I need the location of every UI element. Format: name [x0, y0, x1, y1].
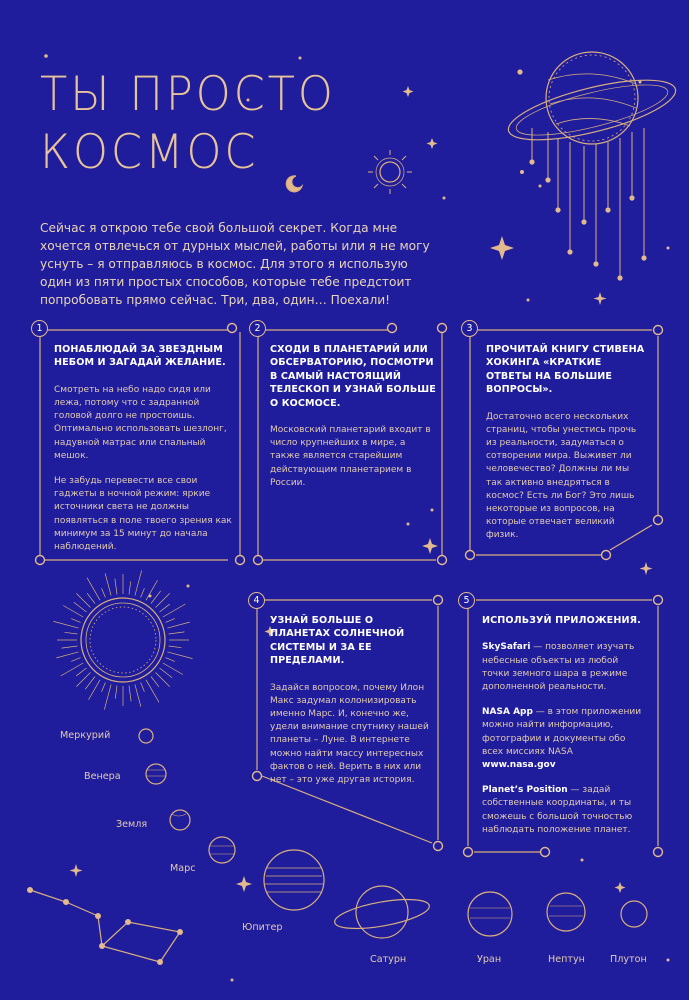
small-sun-icon	[368, 150, 412, 194]
app-nasa-name: NASA App	[482, 707, 533, 718]
sun-ray	[163, 604, 186, 617]
sun-ray	[135, 570, 142, 595]
sun-ray	[53, 621, 78, 628]
sun-ray	[167, 652, 192, 659]
title-line-2: КОСМОС	[40, 125, 259, 180]
tip-5	[482, 614, 644, 849]
sun-ray	[169, 646, 182, 648]
sun-ray	[87, 578, 100, 601]
title-line-1: ТЫ ПРОСТО	[40, 67, 336, 122]
tip-3-heading: ПРОЧИТАЙ КНИГУ СТИВЕНА ХОКИНГА «КРАТКИЕ ОТВЕТЫ НА БОЛЬШИЕ ВОПРОСЫ».	[486, 344, 645, 396]
tip-1-number: 1	[31, 320, 48, 337]
sun-ray	[56, 652, 78, 658]
sun-ray	[74, 602, 87, 612]
app-planets-position-name: Planet’s Position	[482, 785, 568, 796]
app-planets-position-text: — задай собственные координаты, и ты сможешь с большой точностью наблюдать положение планет.	[482, 785, 633, 835]
tip-1-paragraph-2: Не забудь перевести все свои гаджеты в ночной режим: яркие источники света не должны появляться в поле твоего зрения как минимум за 15 минут до начала наблюдений.	[54, 476, 232, 553]
sun-ray	[76, 593, 90, 607]
intro-text: Сейчас я открою тебе свой большой секрет. Когда мне хочется отвлечься от дурных мыслей, работы или я не могу уснуть – я отправляюсь в космос. Для этого я использую один из пяти простых способов, которые тебе предстоит попробовать прямо сейчас. Три, два, один… Поехали!	[40, 221, 430, 307]
sun-ray	[165, 619, 174, 623]
sun-ray	[71, 658, 80, 662]
planet-label-venus: Венера	[84, 771, 121, 782]
sun-ray	[104, 684, 111, 709]
sun-ray	[71, 619, 80, 623]
nasa-url: www.nasa.gov	[482, 760, 556, 771]
ringed-planet-illustration	[503, 52, 681, 276]
sun-ray	[159, 604, 169, 612]
sun-ray	[105, 573, 111, 595]
tip-4-number: 4	[248, 592, 265, 609]
sun-ray	[65, 632, 78, 634]
sun-ray	[151, 591, 161, 604]
sun-ray	[85, 676, 95, 689]
hanging-beads	[517, 69, 646, 280]
planet-label-uranus: Уран	[477, 954, 502, 965]
page-title	[40, 66, 351, 182]
sun-ray	[141, 682, 145, 691]
planet-label-pluto: Плутон	[610, 954, 647, 965]
sun-ray	[76, 673, 90, 687]
tip-3	[486, 343, 646, 555]
sun-ray	[159, 668, 172, 678]
tip-5-heading: ИСПОЛЬЗУЙ ПРИЛОЖЕНИЯ.	[482, 615, 641, 626]
app-nasa-text: — в этом приложении можно найти информацию, фотографии и документы обо всех миссиях NASA	[482, 707, 642, 757]
sun-ray	[61, 663, 84, 676]
sun-ray	[135, 684, 141, 706]
sun-ray	[62, 646, 78, 648]
sun-ray	[165, 658, 174, 662]
planet-label-mars: Марс	[170, 863, 196, 874]
sun-ray	[141, 588, 145, 597]
tip-4	[270, 614, 430, 799]
sun-ray	[76, 668, 86, 676]
planet-label-earth: Земля	[116, 819, 148, 830]
app-planets-position	[482, 784, 644, 837]
tip-2-number: 2	[249, 320, 266, 337]
tip-3-paragraph-1: Достаточно всего нескольких страниц, чтобы унестись прочь из реальности, задуматься о сотворении мира. Выживет ли человечество? Должны ли мы так активно внедряться в космос? Есть ли Бог? Это лишь некоторые из вопросов, на которые отвечает великий физик.	[486, 411, 637, 541]
sun-ray	[115, 686, 117, 699]
app-skysafari	[482, 641, 644, 694]
tip-3-number: 3	[461, 320, 478, 337]
tip-1-paragraph-1: Смотреть на небо надо сидя или лежа, потому что с задранной головой долго не простоишь. Оптимально использовать шезлонг, надувной матрас или спальный мешок.	[54, 384, 227, 461]
sun-ray	[167, 622, 189, 628]
sun-ray	[102, 588, 106, 597]
sun-ray	[156, 593, 170, 607]
planet-label-neptune: Нептун	[548, 954, 585, 965]
app-skysafari-name: SkySafari	[482, 642, 531, 653]
sun-ray	[151, 676, 159, 686]
tip-1-heading: ПОНАБЛЮДАЙ ЗА ЗВЕЗДНЫМ НЕБОМ И ЗАГАДАЙ ЖЕЛАНИЕ.	[54, 344, 226, 369]
planet-label-jupiter: Юпитер	[242, 922, 283, 933]
tip-1	[54, 343, 232, 566]
sun-ray	[87, 593, 95, 603]
sun-ray	[156, 673, 170, 687]
sun-ray	[115, 579, 117, 595]
tip-2-heading: СХОДИ В ПЛАНЕТАРИЙ ИЛИ ОБСЕРВАТОРИЮ, ПОСМОТРИ В САМЫЙ НАСТОЯЩИЙ ТЕЛЕСКОП И УЗНАЙ БОЛЬШЕ О КОСМОСЕ.	[270, 344, 436, 409]
sun-ray	[146, 680, 159, 703]
app-skysafari-text: — позволяет изучать небесные объекты из любой точки земного шара в режиме дополненной реальности.	[482, 642, 635, 693]
planet-label-mercury: Меркурий	[60, 730, 111, 741]
big-sun-illustration	[53, 570, 192, 709]
tip-5-number: 5	[458, 592, 475, 609]
sun-ray	[169, 632, 185, 634]
app-nasa	[482, 706, 644, 772]
tip-4-heading: УЗНАЙ БОЛЬШЕ О ПЛАНЕТАХ СОЛНЕЧНОЙ СИСТЕМЫ И ЗА ЕЕ ПРЕДЕЛАМИ.	[270, 615, 405, 667]
sun-ray	[129, 582, 131, 595]
planet-label-saturn: Сатурн	[370, 954, 407, 965]
sun-ray	[129, 686, 131, 702]
big-dipper-constellation	[30, 890, 180, 962]
tip-2-paragraph-1: Московский планетарий входит в число крупнейших в мире, а также является старейшим действующим планетарием в России.	[270, 425, 431, 488]
tip-4-paragraph-1: Задайся вопросом, почему Илон Макс задумал колонизировать именно Марс. И, конечно же, удели внимание спутнику нашей планеты – Луне. В интернете можно найти массу интересных фактов о ней. Верить в них или нет – это уже другая история.	[270, 682, 429, 786]
sun-ray	[102, 682, 106, 691]
tip-2	[270, 343, 438, 502]
